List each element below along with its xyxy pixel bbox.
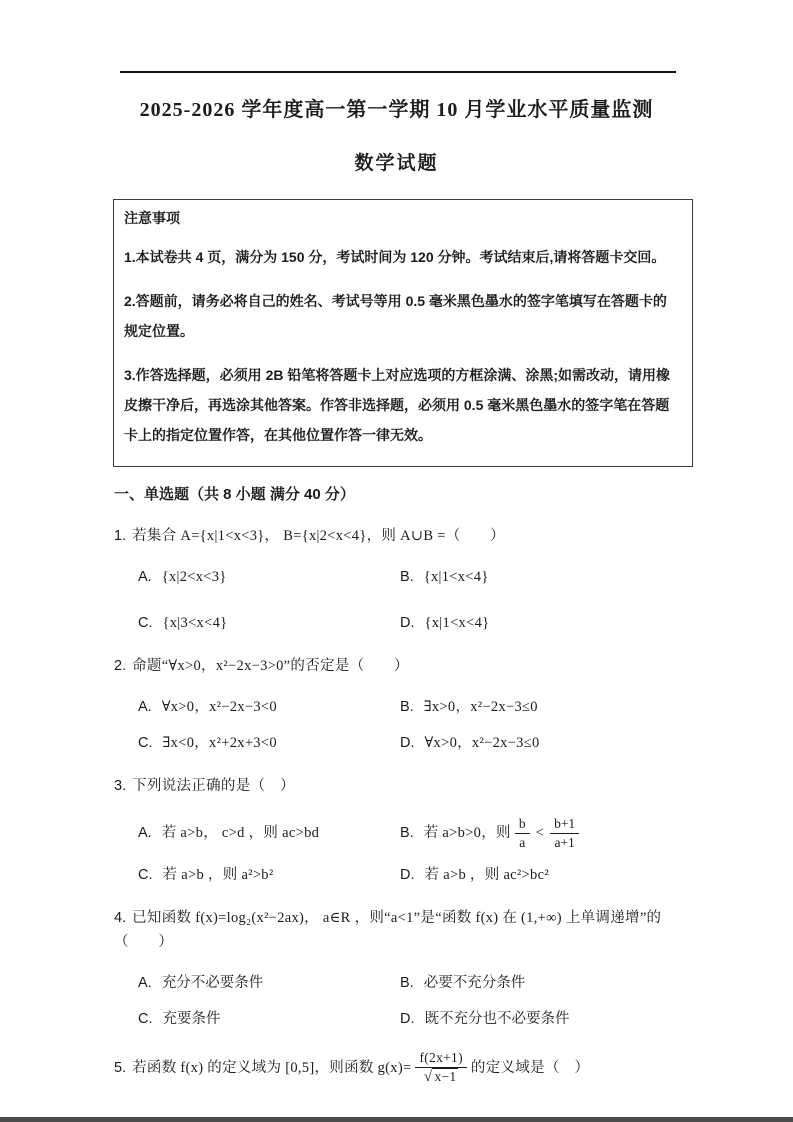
fraction-numerator: b+1 [550,816,579,834]
question-stem-text: 已知函数 f(x)=log₂(x²−2ax)， a∈R ，则“a<1”是“函数 f(x) 在 (1,+∞) 上单调递增”的（ ） [114,910,662,951]
notice-item-3: 3.作答选择题，必须用 2B 铅笔将答题卡上对应选项的方框涂满、涂黑;如需改动，请用橡皮擦干净后，再选涂其他答案。作答非选择题，必须用 0.5 毫米黑色墨水的签字笔在答题卡上的指定位置作答，在其他位置作答一律无效。 [124,367,671,443]
option-b [400,696,703,718]
question-2 [114,654,703,754]
option-a [138,816,400,850]
option-text: 充分不必要条件 [161,975,264,992]
option-c [138,612,400,634]
option-text: {x|1<x<4} [423,569,489,585]
option-text: {x|3<x<4} [162,615,228,631]
question-list [114,524,703,1086]
question-2-options [138,696,703,754]
fraction [415,1050,466,1086]
option-label: D. [400,735,415,751]
question-number: 2. [114,658,127,674]
fraction-numerator: f(2x+1) [415,1050,466,1068]
option-b [400,566,703,588]
option-label: B. [400,569,414,585]
option-label: A. [138,569,152,585]
question-1 [114,524,703,634]
question-number: 1. [114,528,127,544]
option-label: B. [400,825,414,842]
option-text: 若 a>b ，则 a²>b² [162,867,274,884]
question-3-options [138,816,703,886]
notice-box [113,199,693,467]
option-text: ∀x>0，x²−2x−3≤0 [424,735,540,751]
option-d [400,612,703,634]
option-text: 必要不充分条件 [423,975,526,992]
option-b [400,816,703,850]
question-5-stem [114,1050,703,1086]
option-label: A. [138,699,152,715]
option-text-prefix: 若 a>b>0，则 [423,825,511,842]
option-label: C. [138,615,153,631]
question-3-stem [114,774,703,798]
section-heading: 一、单选题（共 8 小题 满分 40 分） [114,486,355,503]
question-3 [114,774,703,886]
fraction-denominator: a [519,834,526,850]
question-stem-text: 下列说法正确的是（ ） [132,778,295,794]
option-label: D. [400,867,415,884]
question-2-stem [114,654,703,678]
fraction [550,816,579,850]
question-5 [114,1050,703,1086]
option-label: C. [138,867,153,884]
notice-heading: 注意事项 [124,210,180,226]
option-label: D. [400,615,415,631]
option-a [138,696,400,718]
option-b [400,972,703,994]
option-text: ∃x>0，x²−2x−3≤0 [423,699,538,715]
question-number: 5. [114,1059,127,1076]
radical-sign: √ [423,1068,433,1085]
option-a [138,972,400,994]
option-a [138,566,400,588]
option-label: B. [400,699,414,715]
option-text: 若 a>b ，则 ac²>bc² [424,867,549,884]
question-number: 3. [114,778,127,794]
option-c [138,1008,400,1030]
option-label: A. [138,825,152,842]
question-4 [114,906,703,1030]
question-stem-text: 若函数 f(x) 的定义域为 [0,5]，则函数 g(x)= [132,1059,412,1076]
option-d [400,1008,703,1030]
option-c [138,864,400,886]
option-label: C. [138,1011,153,1028]
option-label: A. [138,975,152,992]
option-text: 充要条件 [162,1011,221,1028]
exam-subtitle: 数学试题 [354,153,439,174]
option-text: {x|2<x<3} [161,569,227,585]
option-label: B. [400,975,414,992]
question-stem-suffix: 的定义域是（ ） [470,1059,590,1076]
title-divider [120,71,676,73]
option-text: ∃x<0，x²+2x+3<0 [162,735,277,751]
option-text: {x|1<x<4} [424,615,490,631]
question-1-options [138,566,703,634]
question-4-options [138,972,703,1030]
option-d [400,732,703,754]
radicand: x−1 [434,1068,457,1084]
fraction-denominator: a+1 [554,834,575,850]
question-stem-text: 若集合 A={x|1<x<3}， B={x|2<x<4}，则 A∪B =（ ） [132,528,505,544]
exam-title: 2025-2026 学年度高一第一学期 10 月学业水平质量监测 [139,99,654,121]
question-number: 4. [114,910,127,927]
option-text: 既不充分也不必要条件 [424,1011,570,1028]
option-label: D. [400,1011,415,1028]
square-root [424,1069,459,1084]
option-label: C. [138,735,153,751]
page-bottom-edge [0,1117,793,1122]
fraction-denominator [415,1068,466,1086]
comparison-operator: < [535,825,545,842]
option-text: ∀x>0，x²−2x−3<0 [161,699,277,715]
option-text: 若 a>b， c>d ，则 ac>bd [161,825,320,842]
fraction [515,816,530,850]
notice-item-2: 2.答题前，请务必将自己的姓名、考试号等用 0.5 毫米黑色墨水的签字笔填写在答题卡的规定位置。 [124,293,667,339]
question-stem-text: 命题“∀x>0，x²−2x−3>0”的否定是（ ） [132,658,409,674]
fraction-numerator: b [515,816,530,834]
notice-item-1: 1.本试卷共 4 页，满分为 150 分，考试时间为 120 分钟。考试结束后,请将答题卡交回。 [124,249,666,265]
question-4-stem [114,906,703,954]
option-d [400,864,703,886]
question-1-stem [114,524,703,548]
option-c [138,732,400,754]
